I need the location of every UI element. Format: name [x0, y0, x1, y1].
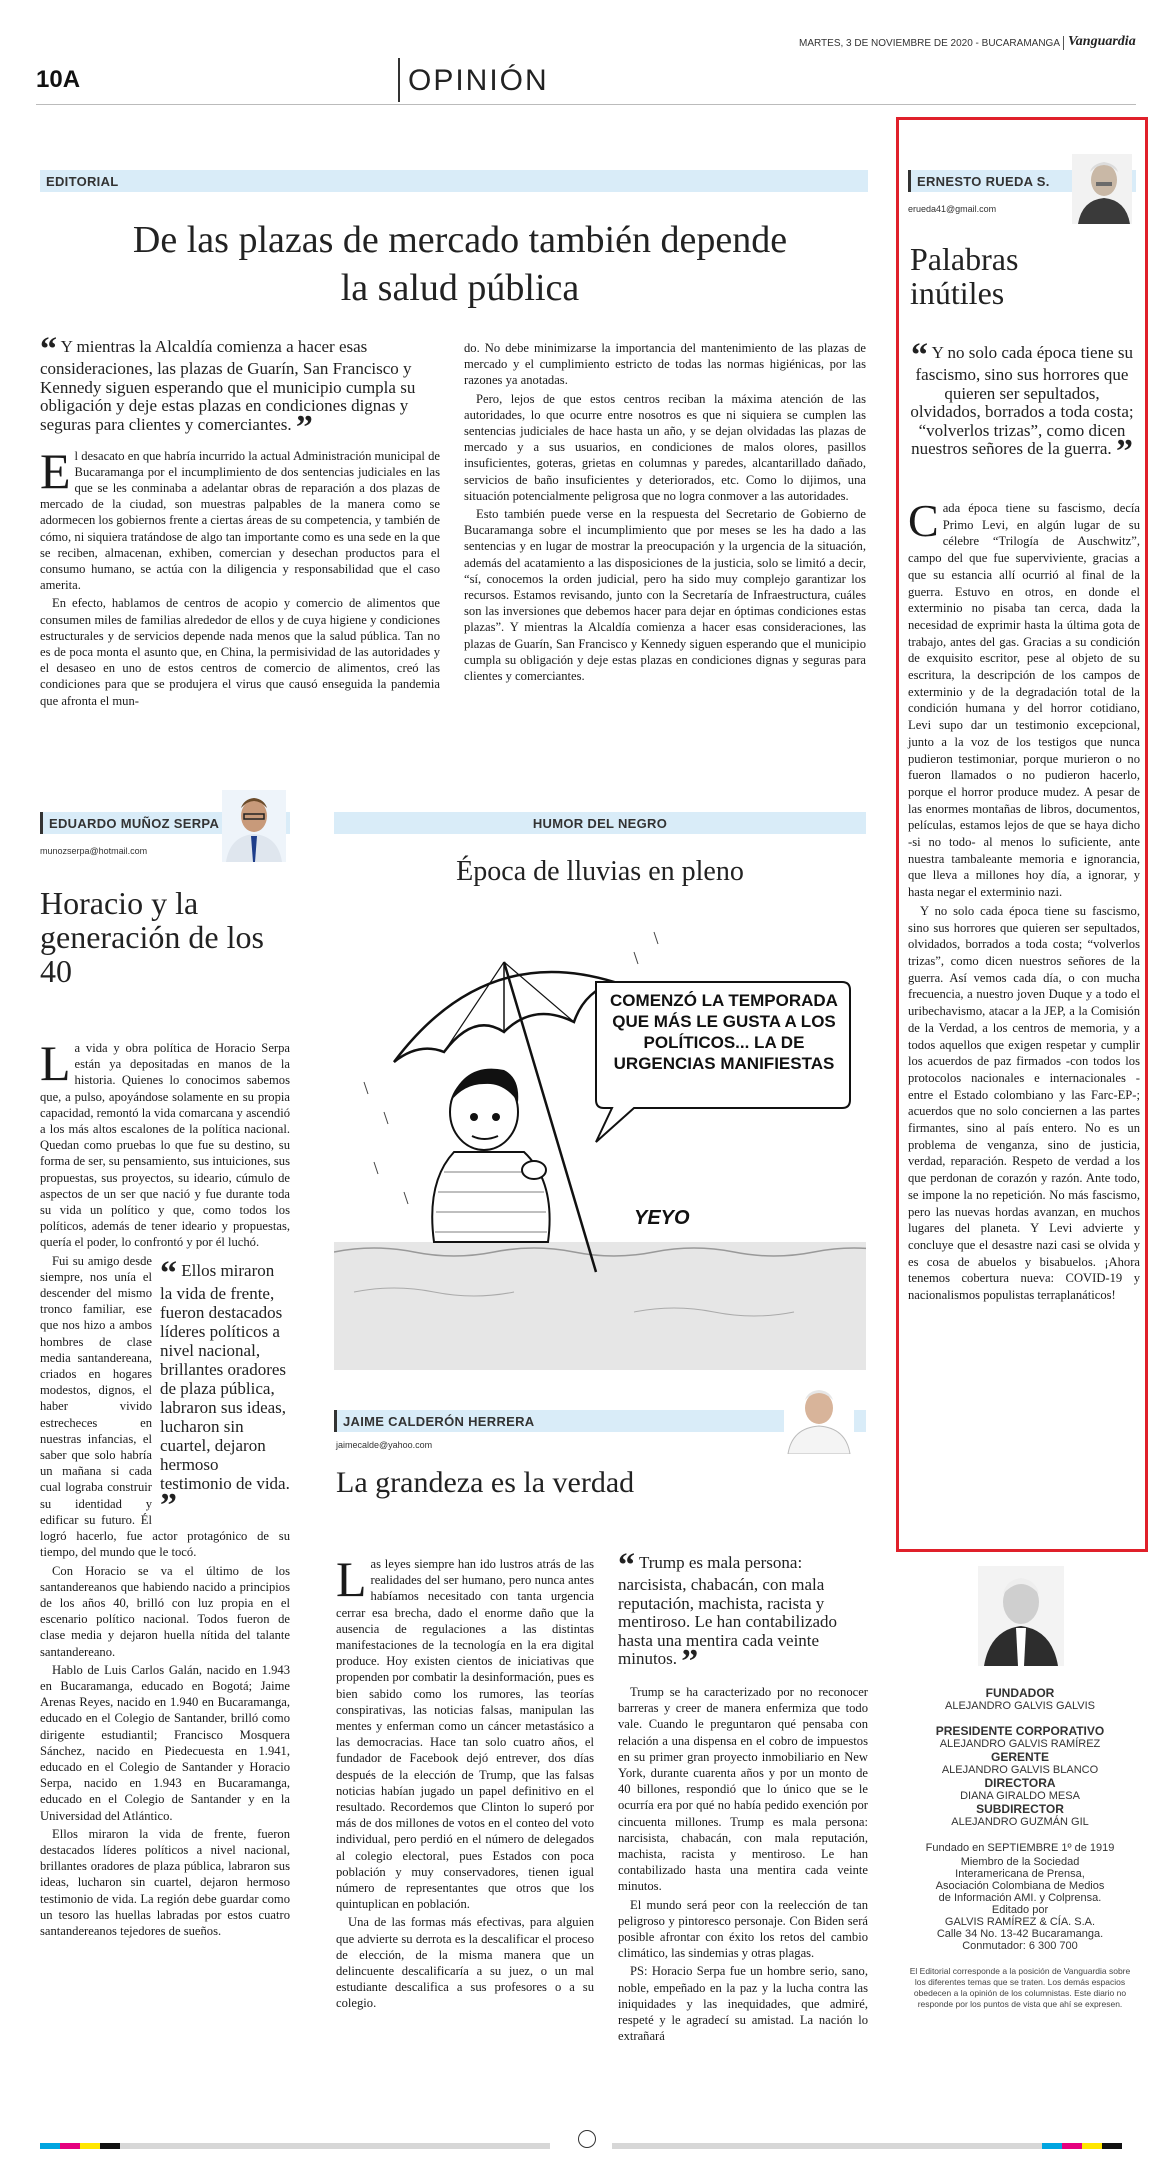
editorial-col1 [40, 331, 440, 711]
calderon-paragraph: Trump se ha caracterizado por no reconocer barreras y creer de manera enfermiza que todo vale. Cuando le preguntaron qué pensaba con relación a una dispensa en el cobro de impuestos en su primer gran proyecto inmobiliario en New York, durante cuarenta años y por un monto de 40 billones, respondió que lo único que se le ocurría era por qué no había pedido exención por cincuenta millones. Trump es mala persona: narcisista, chabacán, con mala reputación, machista, racista y mentiroso. Le han contabilizado hasta una mentira cada veinte minutos. [618, 1685, 868, 1894]
rueda-avatar [1072, 154, 1132, 224]
director-name: DIANA GIRALDO MESA [960, 1790, 1080, 1802]
member-line: Asociación Colombiana de Medios [935, 1880, 1105, 1892]
header-divider [1063, 36, 1064, 50]
rueda-body [908, 495, 1140, 1304]
munoz-avatar [222, 790, 286, 862]
rueda-pull-quote: “ Y no solo cada época tiene su fascismo, sino sus horrores que quieren ser sepultados, olvidados, borrados a toda costa; “volverlos trizas”, como dicen nuestros señores de la guerra. ” [910, 337, 1134, 470]
cartoon-bubble-text: COMENZÓ LA TEMPORADA QUE MÁS LE GUSTA A LOS POLÍTICOS... LA DE URGENCIAS MANIFIESTAS [610, 991, 838, 1073]
subdirector-name: ALEJANDRO GUZMÁN GIL [951, 1816, 1089, 1828]
member-line: Interamericana de Prensa, [955, 1868, 1085, 1880]
address-line: Calle 34 No. 13-42 Bucaramanga. [936, 1928, 1104, 1940]
calderon-avatar [784, 1382, 854, 1454]
footer-registration-mark [578, 2130, 596, 2148]
editorial-paragraph: Pero, lejos de que estos centros reciban la máxima atención de las autoridades, lo que ocurre entre nosotros es que ni siquiera se cumplen las sentencias judiciales de hace hasta un año, y se dejan olvidadas las plazas de mercado y a sus usuarios, en condiciones de malos olores, pasillos insuficientes, goteras, grietas en columnas y paredes, alcantarillado dañado, servicios de baño insuficientes y deteriorados, etc. Como lo dijimos, una situación potencialmente peligrosa que no logra conmover a las autoridades. [464, 391, 866, 503]
masthead [900, 1686, 1140, 2010]
calderon-title: La grandeza es la verdad [336, 1466, 635, 1499]
edited-line: GALVIS RAMÍREZ & CÍA. S.A. [944, 1916, 1096, 1928]
munoz-email: munozserpa@hotmail.com [40, 846, 148, 856]
section-divider [398, 58, 400, 102]
manager-label: GERENTE [990, 1750, 1049, 1764]
cartoon-signature: YEYO [634, 1207, 690, 1229]
editorial-pull-quote: “ Y mientras la Alcaldía comienza a hacer esas consideraciones, las plazas de Guarín, San Francisco y Kennedy siguen esperando que el municipio cumpla su obligación y deje estas plazas en condiciones dignas y seguras para clientes y comerciantes. ” [40, 331, 416, 446]
editorial-col2 [464, 340, 866, 686]
calderon-paragraph: El mundo será peor con la reelección de tan peligroso y pintoresco personaje. Con Biden será posible afrontar con éxito los retos del cambio climático, las sindemias y otras plagas. [618, 1897, 868, 1961]
munoz-paragraph: Fui su amigo desde siempre, nos unía el descender del mismo tronco familiar, ese que nos hizo a ambos hombres de clase media santandereana, criados en hogares modestos, dignos, el haber vivido estrecheces en nuestras infancias, el saber que solo habría un mañana si cada cual lograba construir su identidad y edificar su futuro. Él logró hacerlo, fue actor protagónico de su tiempo, del mundo que le tocó. [40, 1253, 290, 1560]
cartoon-image [334, 912, 866, 1370]
munoz-title: Horacio y la generación de los 40 [40, 885, 264, 989]
cartoon-title: Época de lluvias en pleno [456, 856, 744, 887]
calderon-paragraph: Las leyes siempre han ido lustros atrás de las realidades del ser humano, pero nunca antes habíamos necesitado con tanta urgencia cerrar esa brecha, dado el enorme daño que la ausencia de regulaciones a las distintas manifestaciones de la tecnología en la era digital produce. Hoy existen cientos de iniciativas que propenden por combatir la desinformación, pues es bien sabido como los rumores, las teorías conspirativas, las noticias falsas, manipulan las mentes y enferman como un cáncer metastásico a las democracias. Hace tan solo cuatro años, el fundador de Facebook dejó entrever, dos días después de la elección de Trump, que las falsas noticias habían jugado un papel definitivo en el resultado. Recordemos que Clinton lo superó por más de dos millones de votos en el conteo del voto individual, pero perdió en el número de delegados al colegio electoral, pues Estados con poca población y muy conservadores, tienen igual número de representantes que otros que los quintuplican en población. [336, 1551, 594, 1912]
munoz-pull-quote: “ Ellos miraron la vida de frente, fueron destacados líderes políticos a nivel nacional, brillantes oradores de plaza pública, labraron sus ideas, lucharon sin cuartel, dejaron hermoso testimonio de vida. ” [160, 1254, 290, 1524]
founder-name: ALEJANDRO GALVIS GALVIS [945, 1700, 1095, 1712]
phone-line: Conmutador: 6 300 700 [962, 1940, 1078, 1952]
editorial-paragraph: Esto también puede verse en la respuesta del Secretario de Gobierno de Bucaramanga sobre el incumplimiento que por meses se les ha dado a las sentencias y en lugar de mostrar la preocupación y la urgencia de la situación, además del acatamiento a las disposiciones de la justicia, solo se limitó a decir, “sí, conocemos la orden judicial, pero ha sido muy complejo garantizar los recursos. Estamos revisando, junto con la Secretaría de Infraestructura, cuáles son las inversiones que debemos hacer para dejar en óptimas condiciones estas plazas”. Y mientras la Alcaldía comienza a hacer esas consideraciones, las plazas de Guarín, San Francisco y Kennedy siguen esperando que el municipio cumpla su obligación y deje estas plazas en condiciones dignas y seguras para clientes y comerciantes. [464, 507, 866, 684]
founded-line: Fundado en SEPTIEMBRE 1º de 1919 [925, 1842, 1115, 1854]
disclaimer: El Editorial corresponde a la posición de Vanguardia sobre los diferentes temas que se traten. Los demás espacios obedecen a la opinión de los columnistas. Este diario no responde por los puntos de vista que ahí se expresen. [909, 1966, 1131, 2009]
calderon-col-right [618, 1547, 868, 2046]
cartoon-label: HUMOR DEL NEGRO [334, 812, 866, 834]
editorial-paragraph: do. No debe minimizarse la importancia del mantenimiento de las plazas de mercado y el cumplimiento estricto de todas las normas higiénicas, por las razones ya anotadas. [464, 341, 866, 388]
rueda-paragraph: Y no solo cada época tiene su fascismo, sino sus horrores que quieren ser sepultados, olvidados, borrados a toda costa; “volverlos trizas”, como dicen nuestros señores de la guerra. Así vemos cada día, o con mucha frecuencia, a nuestro joven Duque y a todo el uribechavismo, atacar a la JEP, a la Comisión de la Verdad, a los centros de memoria, y a todos aquellos que exigen respetar y cumplir los acuerdos de paz firmados -con todos los protocolos nacionales e internacionales - entre el Estado colombiano y las Farc-EP-; acuerdos que no solo conciernen a las partes firmantes, sino al país entero. No es un problema de venganza, sino de justicia, verdad, reparación. Respeto de verdad a los que perdonan de corazón y razón. Ante todo, se impone la no repetición. No más fascismo, pero las nuevas hordas avanzan, en muchos lugares del planeta. Y Levi advierte y concluye que el desastre nazi casi se olvida y es cosa de abuelos y bisabuelos. ¡Ahora tenemos cobertura nueva: COVID-19 y nacionalismos populistas terraplanáticos! [908, 903, 1140, 1303]
munoz-paragraph: Hablo de Luis Carlos Galán, nacido en 1.943 en Bucaramanga, educado en Bogotá; Jaime Arenas Reyes, nacido en 1.940 en Bucaramanga, educado en el Colegio de Santander, brilló como dirigente estudiantil; Francisco Mosquera Sánchez, nacido en Piedecuesta en 1.941, educado en el Colegio de Santander y Horacio Serpa, nacido en 1.943 en Bucaramanga, educado en el Colegio de Santander y en la Universidad del Atlántico. [40, 1662, 290, 1823]
calderon-pull-quote: “ Trump es mala persona: narcisista, chabacán, con mala reputación, machista, racista y mentiroso. Le han contabilizado hasta una mentira cada veinte minutos. ” [618, 1547, 838, 1680]
editorial-title: De las plazas de mercado también depende la salud pública [132, 219, 788, 309]
editorial-paragraph: El desacato en que habría incurrido la actual Administración municipal de Bucaramanga por el incumplimiento de dos sentencias judiciales en las que se les conminaba a adelantar obras de reparación a dos plazas de mercado de la ciudad, son muestras palpables de la manera como se adormecen los gobiernos frente a ciertas áreas de su competencia, y también de cómo, ni siquiera tratándose de algo tan importante como es una sede en la que se reciben, almacenan, exhiben, comercian y desechan productos para el consumo humano, se actúa con la diligencia y responsabilidad que el caso amerita. [40, 442, 440, 593]
manager-name: ALEJANDRO GALVIS BLANCO [941, 1764, 1099, 1776]
president-label: PRESIDENTE CORPORATIVO [935, 1724, 1105, 1738]
founder-label: FUNDADOR [985, 1686, 1055, 1700]
brand-logo: Vanguardia [1068, 34, 1136, 49]
founder-portrait [978, 1566, 1064, 1666]
footer-colorbar-right [612, 2136, 1132, 2142]
calderon-email: jaimecalde@yahoo.com [336, 1440, 433, 1450]
footer-colorbar-left [40, 2136, 560, 2142]
munoz-paragraph: Ellos miraron la vida de frente, fueron destacados líderes políticos a nivel nacional, brillantes oradores de plaza pública, labraron sus ideas, lucharon sin cuartel, dejaron hermoso testimonio de vida. La región debe guardar como un tesoro las huellas labradas por estos cuatro santandereanos tejedores de sueños. [40, 1826, 290, 1938]
calderon-author: JAIME CALDERÓN HERRERA [334, 1410, 866, 1432]
calderon-paragraph: Una de las formas más efectivas, para alguien que advierte su derrota es la descalificar el proceso de elección, de la misma manera que un delincuente descalificaría a su juez, o un mal estudiante descalifica a sus profesores o a su colegio. [336, 1915, 594, 2011]
page-number: 10A [36, 66, 81, 93]
header-date: MARTES, 3 DE NOVIEMBRE DE 2020 - BUCARAMANGA [799, 38, 1060, 49]
director-label: DIRECTORA [984, 1776, 1056, 1790]
calderon-col-left [336, 1551, 594, 2014]
munoz-author: EDUARDO MUÑOZ SERPA [40, 812, 290, 834]
rueda-title: Palabras inútiles [910, 241, 1019, 311]
president-name: ALEJANDRO GALVIS RAMÍREZ [939, 1738, 1101, 1750]
rueda-email: erueda41@gmail.com [908, 204, 997, 214]
member-line: de Información AMI. y Colprensa. [938, 1892, 1102, 1904]
calderon-paragraph: PS: Horacio Serpa fue un hombre serio, sano, noble, empeñado en la paz y la lucha contra las iniquidades y las inequidades, que admiré, respeté y le agradecí su amistad. La nación lo extrañará [618, 1964, 868, 2044]
rueda-author: ERNESTO RUEDA S. [908, 170, 1136, 192]
munoz-body [40, 1035, 291, 1941]
section-title: OPINIÓN [408, 64, 549, 97]
munoz-paragraph: Con Horacio se va el último de los santandereanos que habiendo nacido a principios de los años 40, brilló con luz propia en el escenario político nacional. Todos fueron de clase media y dejaron huella nítida del talante santandereano. [40, 1563, 290, 1659]
edited-line: Editado por [991, 1904, 1049, 1916]
editorial-paragraph: En efecto, hablamos de centros de acopio y comercio de alimentos que consumen miles de familias alrededor de ellos y de cuya higiene y condiciones estructurales y de servicios depende nada menos que la salud pública. Tan no es de poca monta el asunto que, en China, la permisividad de las autoridades y el desaseo en uno de estos centros de comercio de alimentos, creó las condiciones para que se produjera el virus que causó enseguida la pandemia que afronta el mun- [40, 596, 440, 708]
subdirector-label: SUBDIRECTOR [976, 1802, 1064, 1816]
editorial-label: EDITORIAL [40, 170, 868, 192]
member-line: Miembro de la Sociedad [960, 1856, 1080, 1868]
munoz-paragraph: La vida y obra política de Horacio Serpa están ya depositadas en manos de la historia. Quienes lo conocimos sabemos que, a pulso, apoyándose solamente en su propia capacidad, remontó la vida comarcana y ascendió a los más altos escalones de la política nacional. Quedan como pruebas lo que fue su destino, su forma de ser, su pensamiento, sus intuiciones, sus propuestas, sus proyectos, su ideario, cúmulo de aspectos de un ser que nació y fue durante toda su vida un político y que, como todos los políticos, además de tener ideario y propuestas, quería el poder, lo confrontó y por él luchó. [40, 1035, 291, 1250]
rueda-paragraph: Cada época tiene su fascismo, decía Primo Levi, en algún lugar de su célebre “Trilogía de Auschwitz”, campo del que fue superviviente, gracias a que su estancia allí ocurrió al final de la guerra. Estuvo en otros, en donde el exterminio no pisaba tan cerca, dada la necesidad de exprimir hasta la última gota de trabajo, antes del gas. Gracias a su condición de exquisito escritor, pese al objeto de su escritura, la descripción de los campos de exterminio y de la degradación total de la condición humana y del horror cotidiano, Levi supo dar un testimonio excepcional, junto a la voz de los testigos que nunca pudieron testimoniar, porque murieron o no fueron llamados o no pudieron hacerlo, porque el horror produce mudez. A pesar de las enormes montañas de libros, documentos, películas, estamos lejos de que se haya dicho -si no todo- al menos lo suficiente, ante nuestra tambaleante memoria e ignorancia, que lleva a millones hoy día, a ignorar, y hasta negar el exterminio nazi. [908, 495, 1140, 900]
header-rule [36, 104, 1136, 105]
